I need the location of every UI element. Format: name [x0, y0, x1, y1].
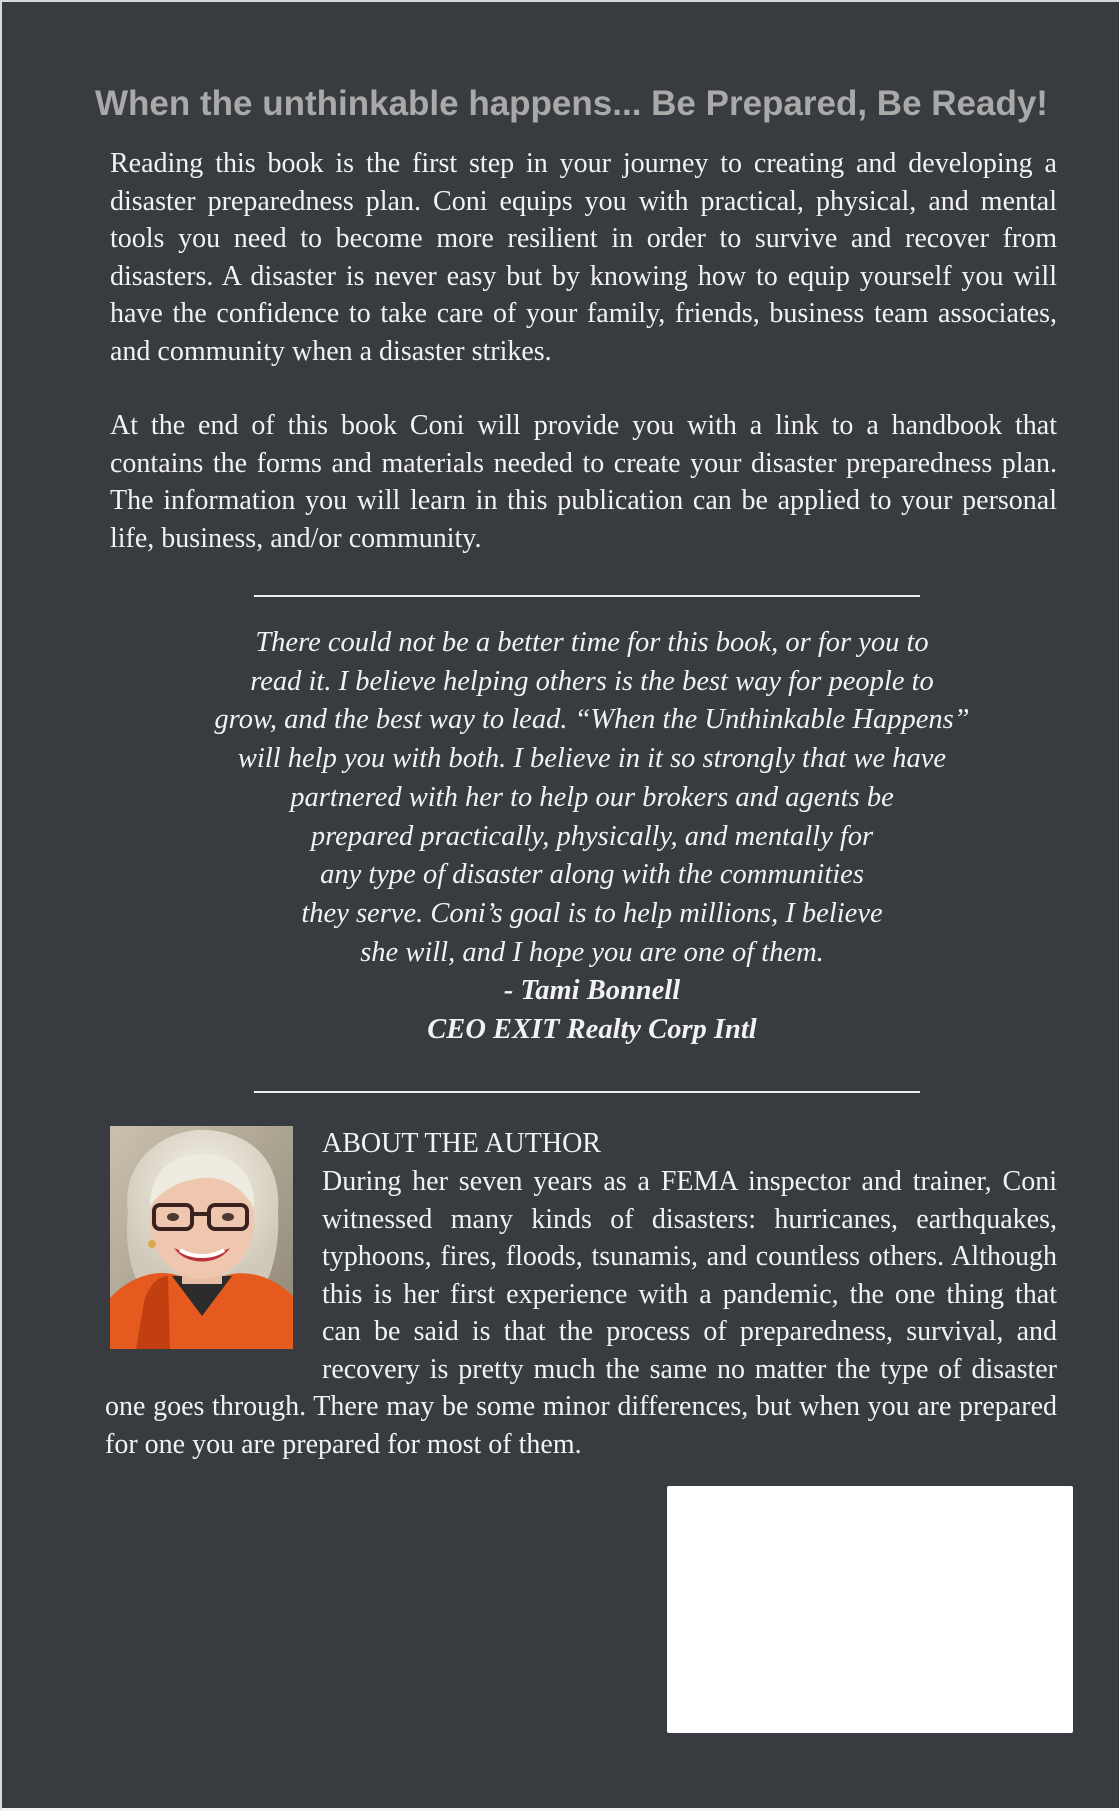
quote-line: grow, and the best way to lead. “When the Unthinkable Happens”: [214, 704, 970, 736]
cover-headline: When the unthinkable happens... Be Prepared, Be Ready!: [95, 84, 1048, 123]
about-author-text: [105, 1163, 1057, 1463]
about-author-body: During her seven years as a FEMA inspector and trainer, Coni witnessed many kinds of disasters: hurricanes, earthquakes, typhoons, fires, floods, tsunamis, and countless others. Although this is her first experience with a pandemic, the one thing that can be said is that the process of preparedness, survival, and recovery is pretty much the same no matter the type of disaster one goes through. There may be some minor differences, but when you are prepared for one you are prepared for most of them.: [105, 1166, 1057, 1460]
quote-line: will help you with both. I believe in it so strongly that we have: [237, 743, 947, 775]
quote-line: she will, and I hope you are one of them.: [360, 936, 824, 968]
quote-line: There could not be a better time for this book, or for you to: [255, 627, 929, 658]
about-author-heading: ABOUT THE AUTHOR: [322, 1128, 601, 1159]
top-divider: [254, 595, 920, 597]
testimonial-quote: [152, 624, 1032, 1050]
quote-line: read it. I believe helping others is the best way for people to: [250, 665, 934, 697]
handbook-paragraph: At the end of this book Coni will provide you with a link to a handbook that contains the forms and materials needed to create your disaster preparedness plan. The information you will learn in this publication can be applied to your personal life, business, and/or community.: [110, 410, 1057, 554]
barcode-area: [667, 1486, 1073, 1733]
photo-wrap-spacer: [105, 1163, 322, 1351]
intro-paragraph: Reading this book is the first step in your journey to creating and developing a disaster preparedness plan. Coni equips you with practical, physical, and mental tools you need to become more resilient in order to survive and recover from disasters. A disaster is never easy but by knowing how to equip yourself you will have the confidence to take care of your family, friends, business team associates, and community when a disaster strikes.: [110, 148, 1057, 367]
quote-line: they serve. Coni’s goal is to help millions, I believe: [301, 897, 883, 929]
quote-author: - Tami Bonnell: [503, 975, 681, 1007]
quote-author-title: CEO EXIT Realty Corp Intl: [427, 1014, 757, 1046]
quote-line: any type of disaster along with the communities: [320, 859, 864, 891]
quote-line: partnered with her to help our brokers and agents be: [290, 781, 894, 813]
quote-line: prepared practically, physically, and mentally for: [310, 820, 874, 852]
bottom-divider: [254, 1091, 920, 1093]
